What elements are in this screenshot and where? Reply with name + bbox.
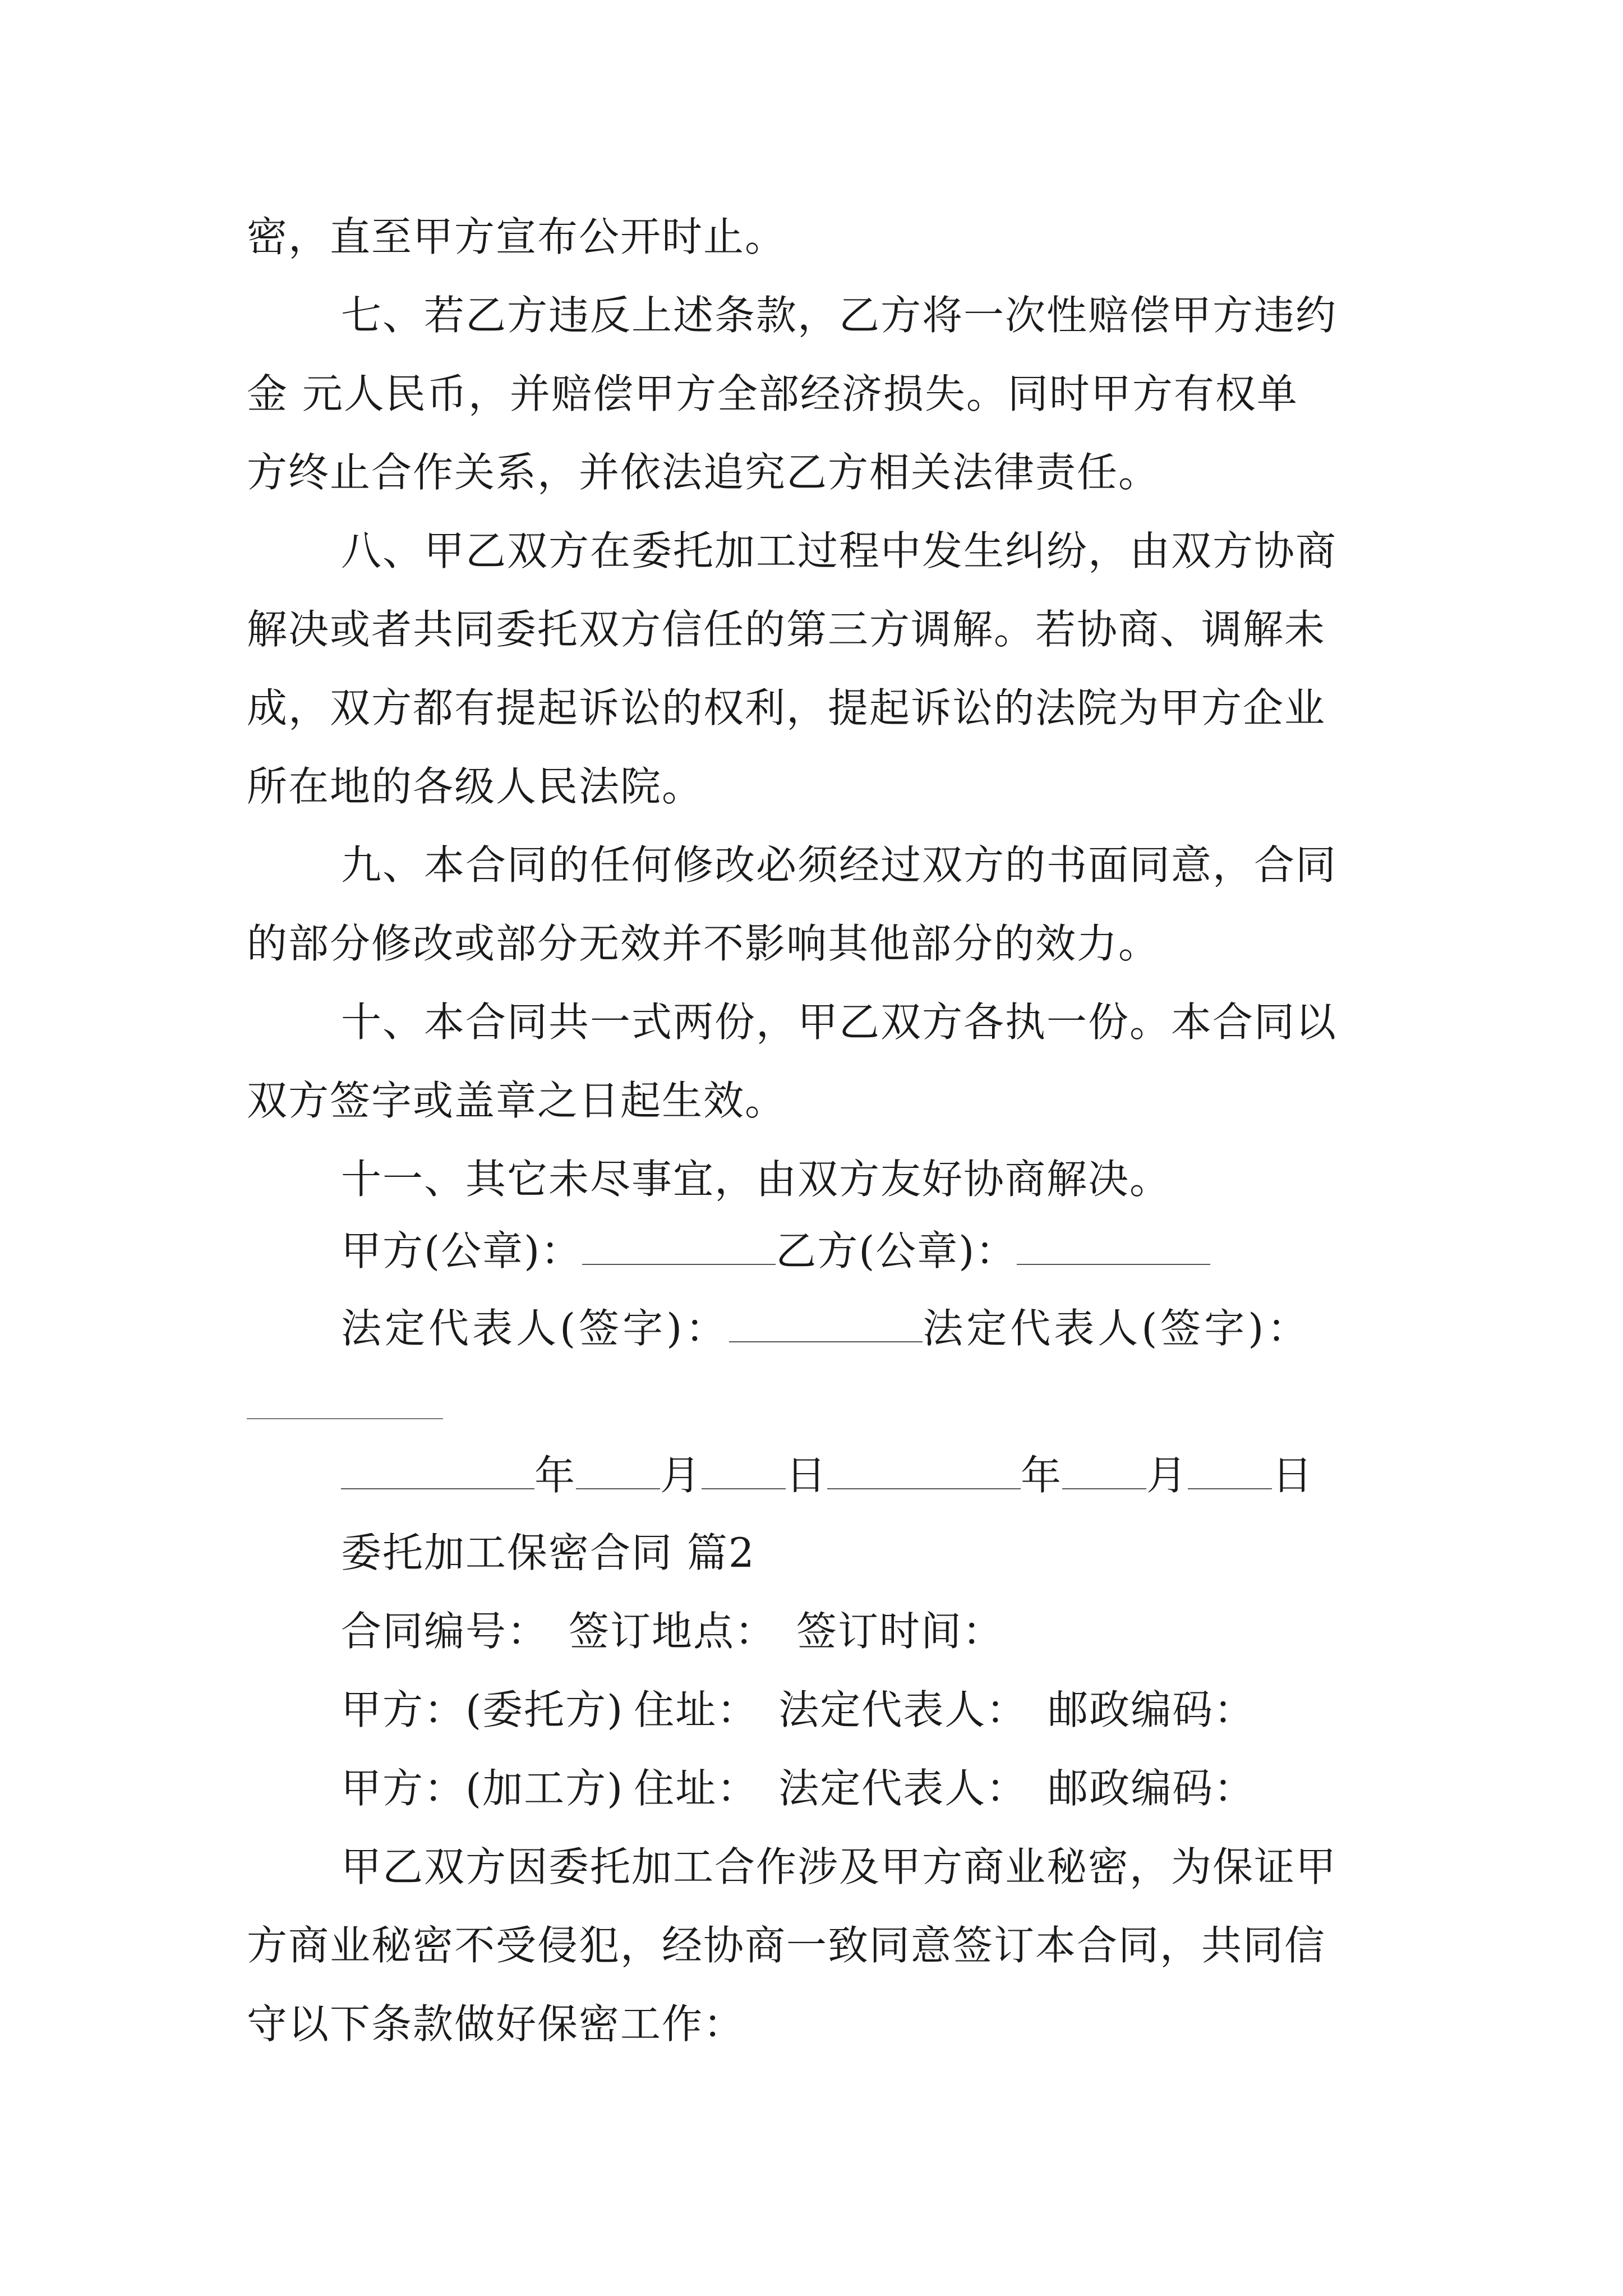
party-b-seal-blank: [1017, 1229, 1210, 1265]
party-a-seal-label: 甲方(公章)：: [341, 1227, 583, 1274]
day-a-blank: [702, 1453, 786, 1489]
party-a-rep-label: 法定代表人：: [778, 1686, 1028, 1733]
clause-11-line: 十一、其它未尽事宜，由双方友好协商解决。: [341, 1156, 1172, 1203]
clause-7-line: 金 元人民币，并赔偿甲方全部经济损失。同时甲方有权单: [247, 370, 1298, 417]
clause-8-line: 解决或者共同委托双方信任的第三方调解。若协商、调解未: [247, 606, 1326, 653]
clause-9-line: 的部分修改或部分无效并不影响其他部分的效力。: [247, 920, 1160, 967]
clause-10-line: 十、本合同共一式两份，甲乙双方各执一份。本合同以: [341, 999, 1338, 1046]
year-b-blank: [827, 1453, 1021, 1489]
section-2-title: 委托加工保密合同 篇2: [341, 1529, 755, 1576]
party-b-seal-label: 乙方(公章)：: [776, 1227, 1017, 1274]
contract-meta-line: [341, 1603, 1479, 1659]
clause-7-line: 七、若乙方违反上述条款，乙方将一次性赔偿甲方违约: [341, 292, 1338, 339]
year-a-label: 年: [534, 1452, 577, 1499]
month-b-blank: [1062, 1453, 1146, 1489]
rep-b-blank: [247, 1418, 443, 1419]
month-a-label: 月: [660, 1452, 702, 1499]
month-a-blank: [576, 1453, 660, 1489]
rep-a-label: 法定代表人(签字)：: [341, 1305, 730, 1352]
clause-8-line: 所在地的各级人民法院。: [247, 763, 704, 810]
representative-line: [341, 1300, 1479, 1356]
intro-line: 方商业秘密不受侵犯，经协商一致同意签订本合同，共同信: [247, 1922, 1326, 1969]
party-b-label: 甲方：(加工方): [341, 1765, 624, 1812]
clause-10-line: 双方签字或盖章之日起生效。: [247, 1077, 787, 1124]
intro-line: 守以下条款做好保密工作：: [247, 2000, 745, 2047]
party-a-seal-blank: [582, 1229, 776, 1265]
contract-no-label: 合同编号：: [341, 1608, 549, 1655]
day-a-label: 日: [786, 1452, 828, 1499]
year-b-label: 年: [1021, 1452, 1063, 1499]
date-line: [341, 1447, 1479, 1503]
clause-8-line: 八、甲乙双方在委托加工过程中发生纠纷，由双方协商: [341, 527, 1338, 574]
month-b-label: 月: [1146, 1452, 1188, 1499]
sign-place-label: 签订地点：: [569, 1608, 777, 1655]
paragraph-line: 密，直至甲方宣布公开时止。: [247, 213, 787, 260]
rep-a-blank: [729, 1306, 923, 1342]
party-b-info-line: [341, 1760, 1479, 1816]
intro-line: 甲乙双方因委托加工合作涉及甲方商业秘密，为保证甲: [341, 1843, 1338, 1890]
day-b-blank: [1188, 1453, 1272, 1489]
party-b-postcode-label: 邮政编码：: [1048, 1765, 1256, 1812]
party-a-info-line: [341, 1682, 1479, 1738]
clause-7-line: 方终止合作关系，并依法追究乙方相关法律责任。: [247, 449, 1160, 496]
day-b-label: 日: [1272, 1452, 1314, 1499]
rep-b-label: 法定代表人(签字)：: [923, 1305, 1311, 1352]
clause-9-line: 九、本合同的任何修改必须经过双方的书面同意，合同: [341, 841, 1338, 889]
party-b-address-label: 住址：: [634, 1765, 759, 1812]
clause-8-line: 成，双方都有提起诉讼的权利，提起诉讼的法院为甲方企业: [247, 684, 1326, 731]
party-a-label: 甲方：(委托方): [341, 1686, 624, 1733]
party-b-rep-label: 法定代表人：: [778, 1765, 1028, 1812]
year-a-blank: [341, 1453, 534, 1489]
seal-line: [341, 1223, 1479, 1279]
party-a-postcode-label: 邮政编码：: [1048, 1686, 1256, 1733]
party-a-address-label: 住址：: [634, 1686, 759, 1733]
sign-time-label: 签订时间：: [796, 1608, 1004, 1655]
